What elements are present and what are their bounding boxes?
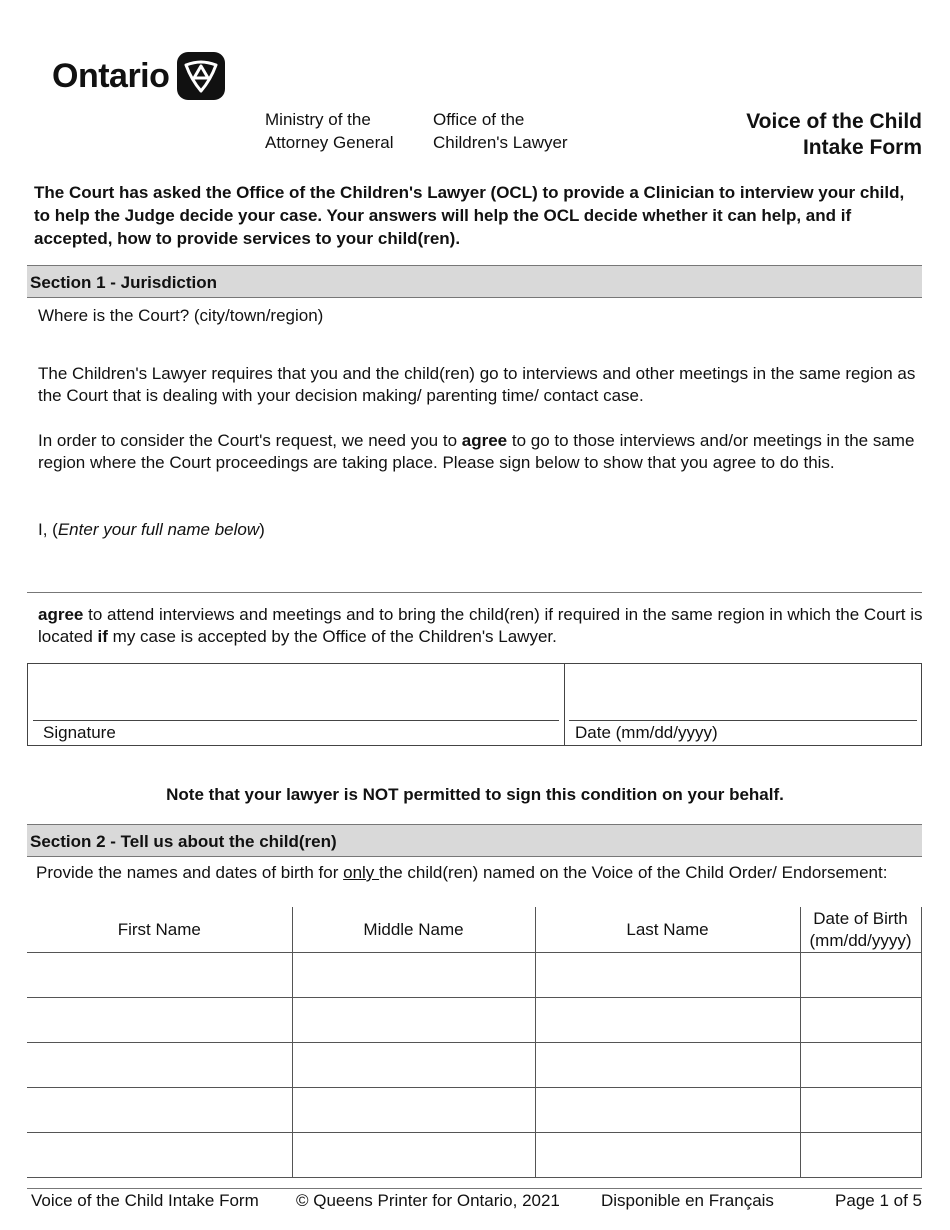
- text: In order to consider the Court's request, we need you to: [38, 431, 462, 450]
- last-name-cell[interactable]: [535, 1133, 800, 1178]
- footer-french-available: Disponible en Français: [601, 1191, 774, 1210]
- region-requirement-paragraph: The Children's Lawyer requires that you and the child(ren) go to interviews and other meetings in the same region as the Court that is dealing with your decision making/ parenting time/ contact case.: [38, 364, 916, 405]
- office-name: [433, 108, 568, 154]
- text: ): [259, 520, 265, 539]
- text-italic: Enter your full name below: [57, 520, 260, 539]
- column-header-middle-name: Middle Name: [292, 907, 535, 953]
- table-row: [27, 1043, 921, 1088]
- full-name-label: [38, 519, 923, 541]
- footer-divider: [27, 1188, 922, 1189]
- first-name-cell[interactable]: [27, 1088, 292, 1133]
- signature-divider: [564, 663, 565, 746]
- intro-paragraph: The Court has asked the Office of the Children's Lawyer (OCL) to provide a Clinician to interview your child, to help the Judge decide your case. Your answers will help the OCL decide whether it can help, and if accepted, how to provide services to your child(ren).: [34, 183, 905, 248]
- form-title-line: Intake Form: [802, 136, 922, 159]
- last-name-cell[interactable]: [535, 1043, 800, 1088]
- signature-label: Signature: [43, 723, 116, 742]
- first-name-cell[interactable]: [27, 998, 292, 1043]
- middle-name-cell[interactable]: [292, 1088, 535, 1133]
- column-header-date-of-birth: [800, 907, 921, 953]
- agreement-statement: [38, 604, 923, 648]
- date-of-birth-cell[interactable]: [800, 1133, 921, 1178]
- table-row: [27, 1088, 921, 1133]
- date-label: Date (mm/dd/yyyy): [575, 723, 718, 742]
- text-bold: agree: [461, 431, 508, 450]
- signature-line: [33, 720, 559, 721]
- table-row: [27, 998, 921, 1043]
- section1-header: Section 1 - Jurisdiction: [27, 265, 922, 298]
- first-name-cell[interactable]: [27, 1043, 292, 1088]
- footer-form-name: Voice of the Child Intake Form: [31, 1191, 259, 1210]
- text: my case is accepted by the Office of the Children's Lawyer.: [107, 627, 557, 646]
- office-line: Children's Lawyer: [433, 133, 568, 152]
- court-location-field[interactable]: [38, 328, 918, 358]
- column-header-first-name: First Name: [27, 907, 292, 953]
- date-of-birth-cell[interactable]: [800, 953, 921, 998]
- ministry-name: [265, 108, 394, 154]
- court-location-label: Where is the Court? (city/town/region): [38, 306, 324, 325]
- text: to go to those interviews and/or meetings in the same region where the Court proceedings are taking place. Please sign below to show that you agree to do this.: [38, 431, 915, 472]
- middle-name-cell[interactable]: [292, 1043, 535, 1088]
- date-of-birth-cell[interactable]: [800, 1088, 921, 1133]
- agreement-request-paragraph: [38, 430, 923, 474]
- lawyer-note: Note that your lawyer is NOT permitted to sign this condition on your behalf.: [166, 785, 784, 804]
- ministry-line: Ministry of the: [265, 110, 371, 129]
- form-title: [746, 109, 922, 161]
- children-instructions: [36, 862, 921, 884]
- ministry-line: Attorney General: [265, 133, 394, 152]
- table-row: [27, 1133, 921, 1178]
- middle-name-cell[interactable]: [292, 998, 535, 1043]
- last-name-cell[interactable]: [535, 953, 800, 998]
- text: to attend interviews and meetings and to bring the child(ren) if required in the same region in which the Court is located: [38, 605, 923, 646]
- text-underline: only: [343, 863, 380, 882]
- first-name-cell[interactable]: [27, 953, 292, 998]
- office-line: Office of the: [433, 110, 525, 129]
- form-title-line: Voice of the Child: [746, 110, 922, 133]
- text: I, (: [38, 520, 58, 539]
- column-header-last-name: Last Name: [535, 907, 800, 953]
- signature-date-field[interactable]: [569, 668, 917, 718]
- middle-name-cell[interactable]: [292, 1133, 535, 1178]
- section2-header: Section 2 - Tell us about the child(ren): [27, 824, 922, 857]
- date-of-birth-cell[interactable]: [800, 1043, 921, 1088]
- last-name-cell[interactable]: [535, 998, 800, 1043]
- text-bold: agree: [38, 605, 84, 624]
- footer-page-number: Page 1 of 5: [835, 1191, 922, 1210]
- full-name-field[interactable]: [38, 545, 918, 589]
- table-row: [27, 953, 921, 998]
- first-name-cell[interactable]: [27, 1133, 292, 1178]
- divider: [27, 592, 922, 593]
- date-of-birth-cell[interactable]: [800, 998, 921, 1043]
- table-header-row: [27, 907, 921, 953]
- text: the child(ren) named on the Voice of the Child Order/ Endorsement:: [379, 863, 888, 882]
- text-bold: if: [97, 627, 108, 646]
- children-table: [27, 907, 922, 1178]
- last-name-cell[interactable]: [535, 1088, 800, 1133]
- text: Provide the names and dates of birth for: [36, 863, 344, 882]
- trillium-icon: [177, 52, 225, 100]
- ontario-wordmark: Ontario: [52, 57, 170, 95]
- ontario-logo: [52, 52, 225, 100]
- signature-field[interactable]: [33, 668, 559, 718]
- date-line: [569, 720, 917, 721]
- middle-name-cell[interactable]: [292, 953, 535, 998]
- header-line: (mm/dd/yyyy): [809, 930, 912, 950]
- header-line: Date of Birth: [813, 908, 908, 928]
- footer-copyright: © Queens Printer for Ontario, 2021: [296, 1191, 560, 1210]
